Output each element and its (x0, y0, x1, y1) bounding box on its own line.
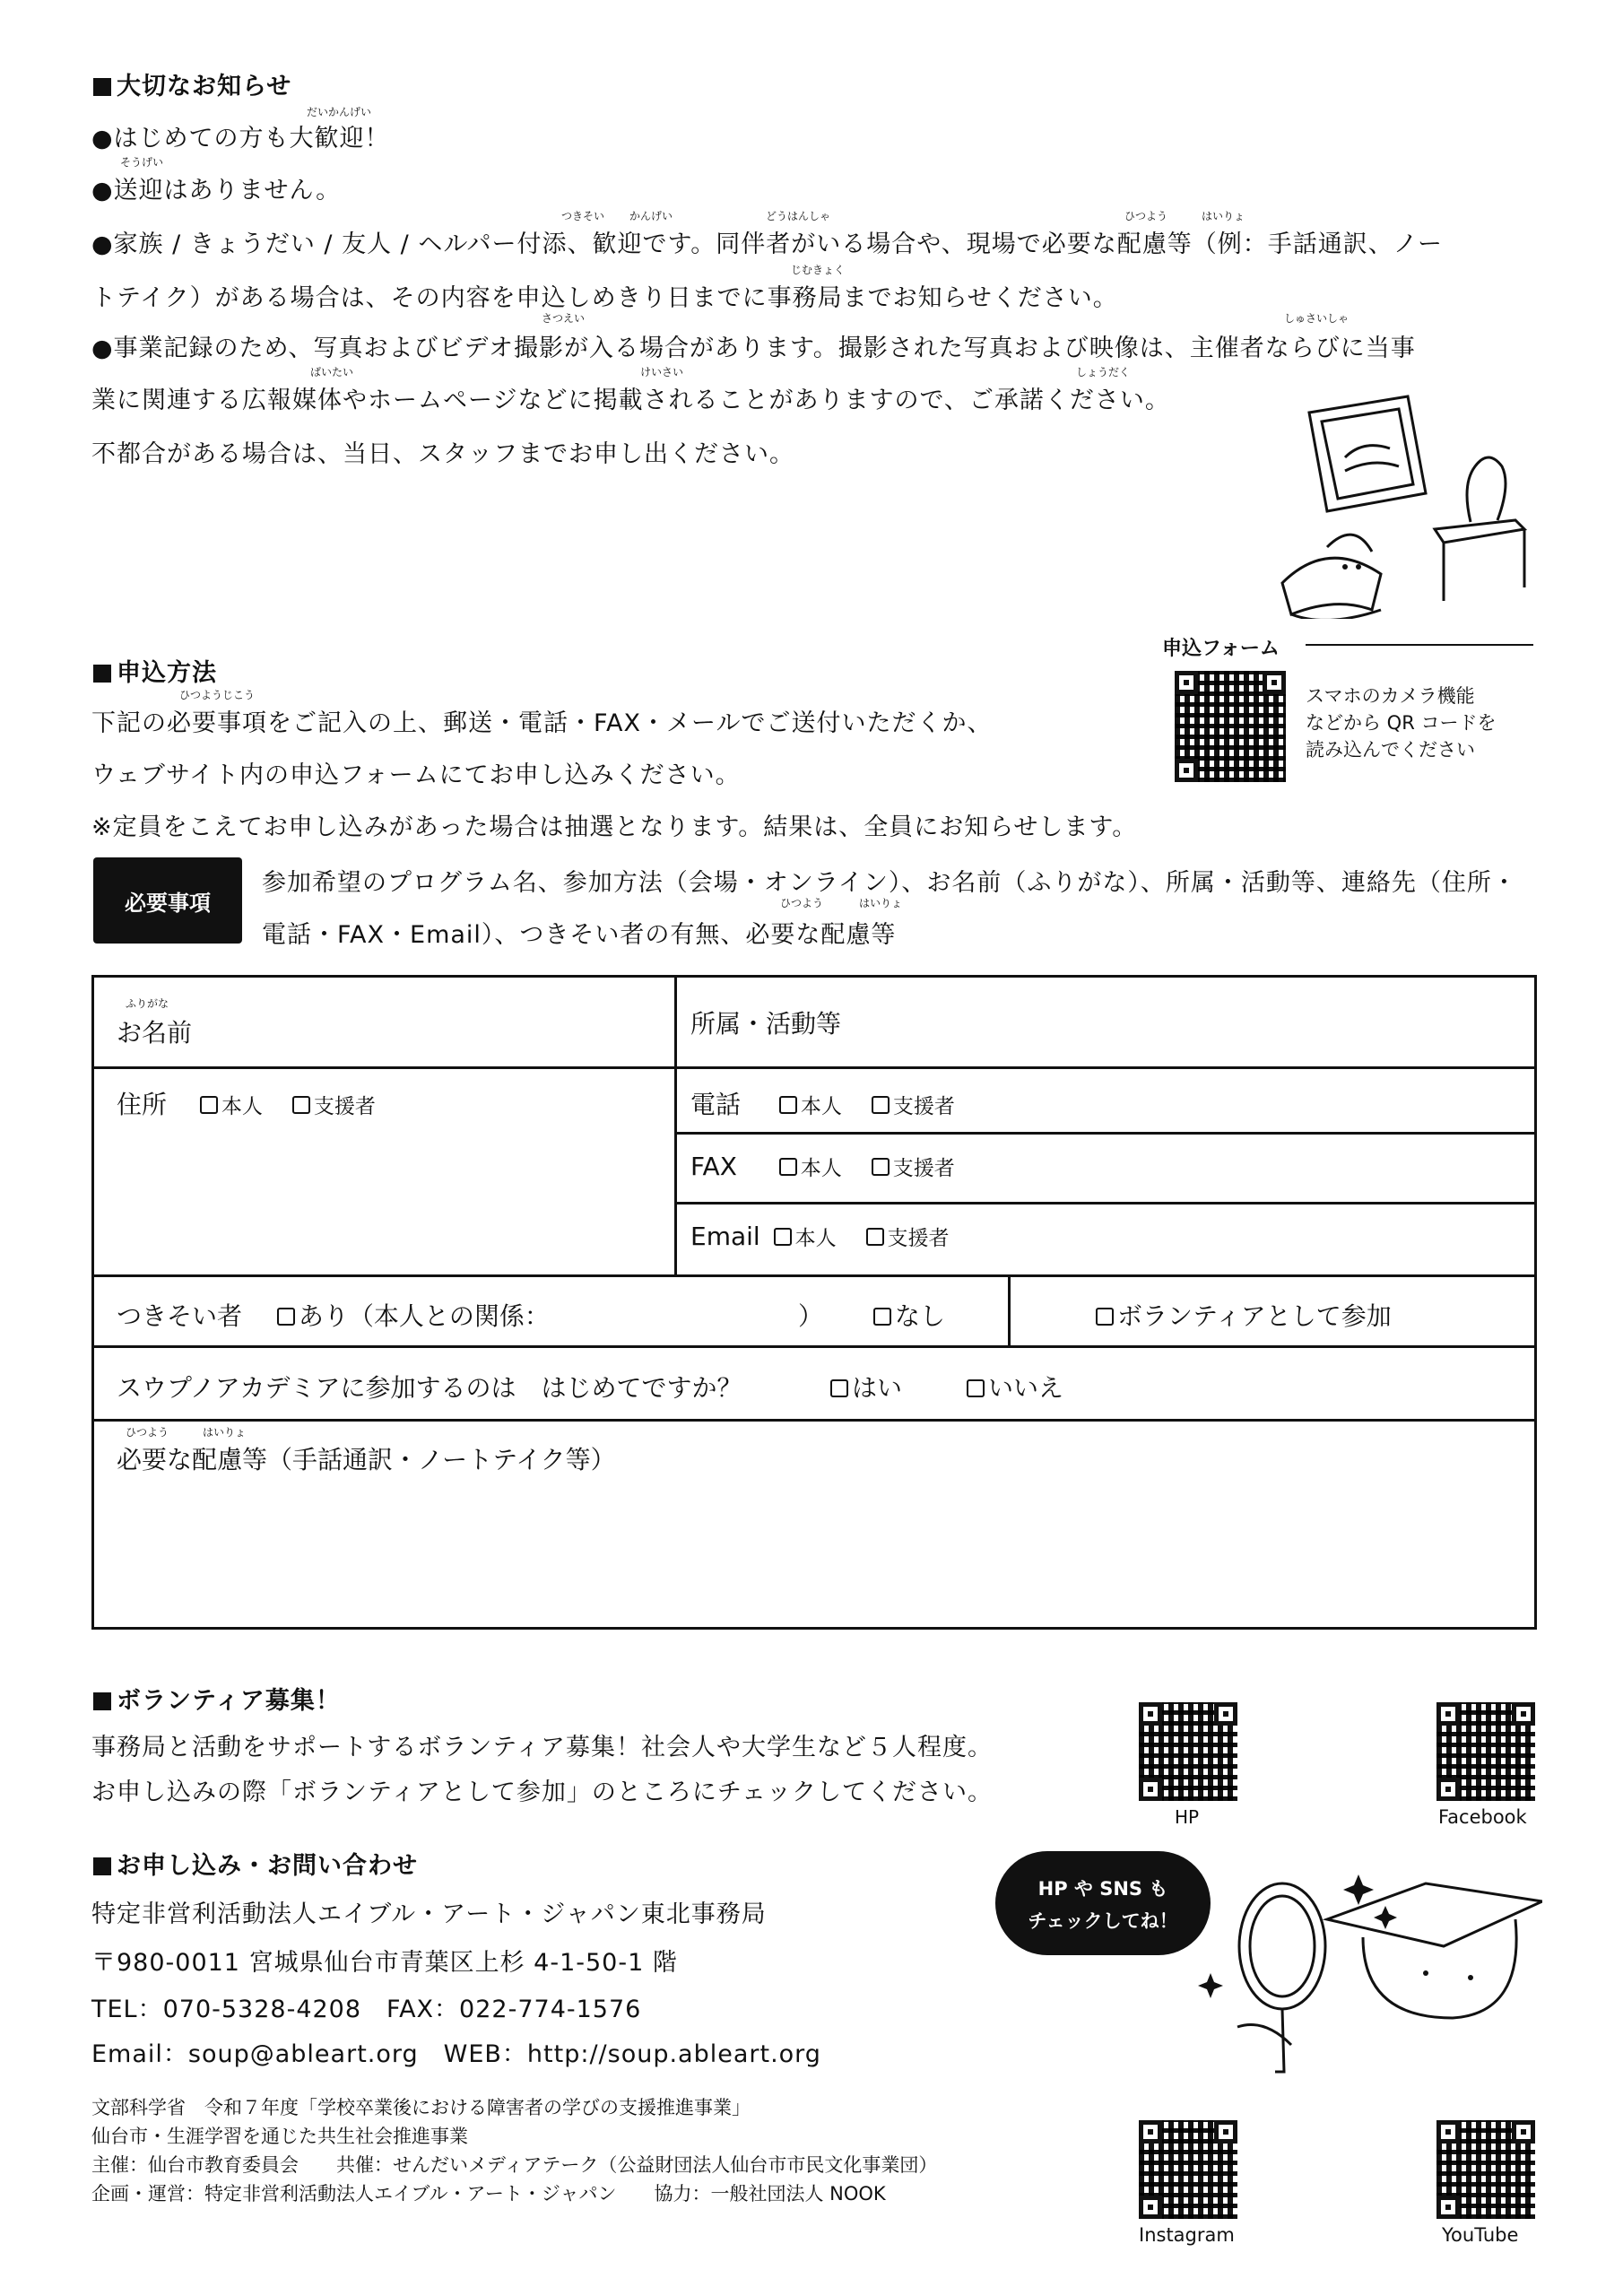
contact-address: 〒980-0011 宮城県仙台市青葉区上杉 4-1-50-1 階 (91, 1949, 678, 1977)
facebook-qr-code[interactable] (1436, 1702, 1535, 1801)
phone-label: 電話 (690, 1090, 742, 1119)
credits-line-4: 企画・運営：特定非営利活動法人エイブル・アート・ジャパン 協力：一般社団法人 NOOK (91, 2183, 886, 2205)
speech-bubble: HP や SNS も チェックしてね！ (995, 1851, 1211, 1955)
name-field[interactable]: お名前 (117, 1018, 193, 1048)
credits-line-1: 文部科学省 令和７年度「学校卒業後における障害者の学びの支援推進事業」 (91, 2097, 751, 2118)
divider (91, 1066, 1537, 1069)
apply-line-3: ※定員をこえてお申し込みがあった場合は抽選となります。結果は、全員にお知らせします。 (91, 813, 1138, 841)
phone-field[interactable] (690, 1085, 955, 1121)
ruby: そうげい (120, 156, 164, 169)
form-qr-code[interactable] (1175, 671, 1286, 782)
facebook-label: Facebook (1438, 1806, 1527, 1828)
apply-heading: 申込方法 (93, 653, 217, 688)
contact-org: 特定非営利活動法人エイブル・アート・ジャパン東北事務局 (91, 1900, 767, 1928)
form-qr-desc-2: などから QR コードを (1306, 712, 1497, 734)
ruby: ひつよう (780, 897, 824, 909)
email-support-checkbox[interactable]: 支援者 (866, 1227, 950, 1250)
required-items-line-1: 参加希望のプログラム名、参加方法（会場・オンライン）、お名前（ふりがな）、所属・活動等、連絡先（住所・ (262, 869, 1517, 897)
attendant-field (117, 1297, 550, 1333)
instagram-qr-code[interactable] (1139, 2120, 1237, 2219)
email-field[interactable] (690, 1222, 950, 1251)
volunteer-heading: ボランティア募集！ (93, 1681, 341, 1716)
divider (1008, 1274, 1011, 1347)
notice-line-1: ●はじめての方も大歓迎！ (91, 125, 390, 152)
ruby: じむきょく (791, 264, 846, 276)
ruby: どうはんしゃ (766, 210, 831, 222)
hp-label: HP (1175, 1806, 1200, 1828)
instagram-label: Instagram (1139, 2224, 1235, 2246)
ruby: しゅさいしゃ (1284, 312, 1350, 325)
form-qr-title: 申込フォーム (1162, 638, 1280, 660)
youtube-label: YouTube (1442, 2224, 1519, 2246)
notice-heading: 大切なお知らせ (93, 66, 291, 101)
ruby: ひつよう (126, 1426, 169, 1439)
volunteer-line-1: 事務局と活動をサポートするボランティア募集！社会人や大学生など５人程度。 (91, 1734, 994, 1761)
contact-email-web: Email：soup@ableart.org WEB：http://soup.ableart.org (91, 2040, 821, 2068)
contact-heading: お申し込み・お問い合わせ (93, 1846, 418, 1881)
notice-line-5: 不都合がある場合は、当日、スタッフまでお申し出ください。 (91, 440, 794, 468)
affiliation-field[interactable]: 所属・活動等 (690, 1009, 842, 1039)
address-self-checkbox[interactable]: 本人 (200, 1095, 263, 1118)
attendant-yes-checkbox[interactable]: あり（本人との関係： (277, 1301, 550, 1331)
fax-label: FAX (690, 1152, 737, 1181)
notice-line-3a: ●家族 / きょうだい / 友人 / ヘルパー付添、歓迎です。同伴者がいる場合や、現場で必要な配慮等（例：手話通訳、ノー (91, 230, 1443, 258)
ruby: ひつよう (1124, 210, 1168, 222)
volunteer-line-2: お申し込みの際「ボランティアとして参加」のところにチェックしてください。 (91, 1779, 994, 1806)
email-self-checkbox[interactable]: 本人 (774, 1227, 837, 1250)
ruby: さつえい (542, 312, 586, 325)
ruby: ふりがな (126, 997, 169, 1010)
hp-qr-code[interactable] (1139, 1702, 1237, 1801)
apply-line-1: 下記の必要事項をご記入の上、郵送・電話・FAX・メールでご送付いただくか、 (91, 709, 993, 737)
youtube-qr-code[interactable] (1436, 2120, 1535, 2219)
apply-line-2: ウェブサイト内の申込フォームにてお申し込みください。 (91, 761, 741, 789)
address-field[interactable] (117, 1085, 376, 1121)
first-time-no-checkbox[interactable]: いいえ (967, 1369, 1063, 1405)
first-time-yes-checkbox[interactable]: はい (830, 1369, 902, 1405)
attendant-close-paren: ） (798, 1301, 824, 1331)
graduation-illustration (1184, 1866, 1542, 2081)
form-qr-desc-3: 読み込んでください (1306, 739, 1475, 761)
ruby: はいりょ (859, 897, 903, 909)
fax-field[interactable] (690, 1152, 955, 1181)
volunteer-checkbox[interactable]: ボランティアとして参加 (1096, 1297, 1392, 1333)
divider (674, 1132, 1537, 1135)
address-support-checkbox[interactable]: 支援者 (292, 1095, 376, 1118)
fax-support-checkbox[interactable]: 支援者 (872, 1157, 955, 1180)
ruby: かんげい (629, 210, 673, 222)
required-items-label: 必要事項 (93, 857, 242, 944)
ruby: しょうだく (1076, 366, 1131, 378)
divider (91, 1345, 1537, 1348)
first-time-question: スウプノアカデミアに参加するのは はじめてですか？ (117, 1373, 742, 1403)
phone-self-checkbox[interactable]: 本人 (779, 1095, 842, 1118)
fax-self-checkbox[interactable]: 本人 (779, 1157, 842, 1180)
divider (674, 975, 677, 1276)
ruby: はいりょ (203, 1426, 247, 1439)
divider (91, 1274, 1537, 1277)
notice-line-2: ●送迎はありません。 (91, 177, 342, 204)
attendant-no-checkbox[interactable]: なし (873, 1297, 945, 1333)
ruby: けいさい (640, 366, 684, 378)
address-label: 住所 (117, 1090, 168, 1119)
phone-support-checkbox[interactable]: 支援者 (872, 1095, 955, 1118)
credits-line-2: 仙台市・生涯学習を通じた共生社会推進事業 (91, 2126, 468, 2147)
notice-line-3b: トテイク）がある場合は、その内容を申込しめきり日までに事務局までお知らせください。 (91, 284, 1118, 312)
museum-illustration (1255, 395, 1542, 619)
contact-tel-fax: TEL：070-5328-4208 FAX：022-774-1576 (91, 1996, 642, 2023)
ruby: はいりょ (1202, 210, 1245, 222)
email-label: Email (690, 1222, 760, 1251)
ruby: ばいたい (310, 366, 354, 378)
notice-line-4b: 業に関連する広報媒体やホームページなどに掲載されることがありますので、ご承諾ください。 (91, 387, 1170, 414)
divider (1306, 644, 1533, 646)
required-items-line-2: 電話・FAX・Email）、つきそい者の有無、必要な配慮等 (262, 921, 897, 949)
attendant-label: つきそい者 (117, 1301, 243, 1331)
form-qr-desc-1: スマホのカメラ機能 (1306, 685, 1475, 707)
notice-line-4a: ●事業記録のため、写真およびビデオ撮影が入る場合があります。撮影された写真および映像は、主催者ならびに当事 (91, 335, 1416, 362)
ruby: つきそい (561, 210, 605, 222)
needs-field[interactable]: 必要な配慮等（手話通訳・ノートテイク等） (117, 1445, 616, 1474)
ruby: ひつようじこう (179, 689, 256, 701)
divider (674, 1202, 1537, 1205)
divider (91, 1419, 1537, 1422)
credits-line-3: 主催：仙台市教育委員会 共催：せんだいメディアテーク（公益財団法人仙台市市民文化事業団） (91, 2154, 938, 2176)
ruby: だいかんげい (307, 106, 372, 118)
